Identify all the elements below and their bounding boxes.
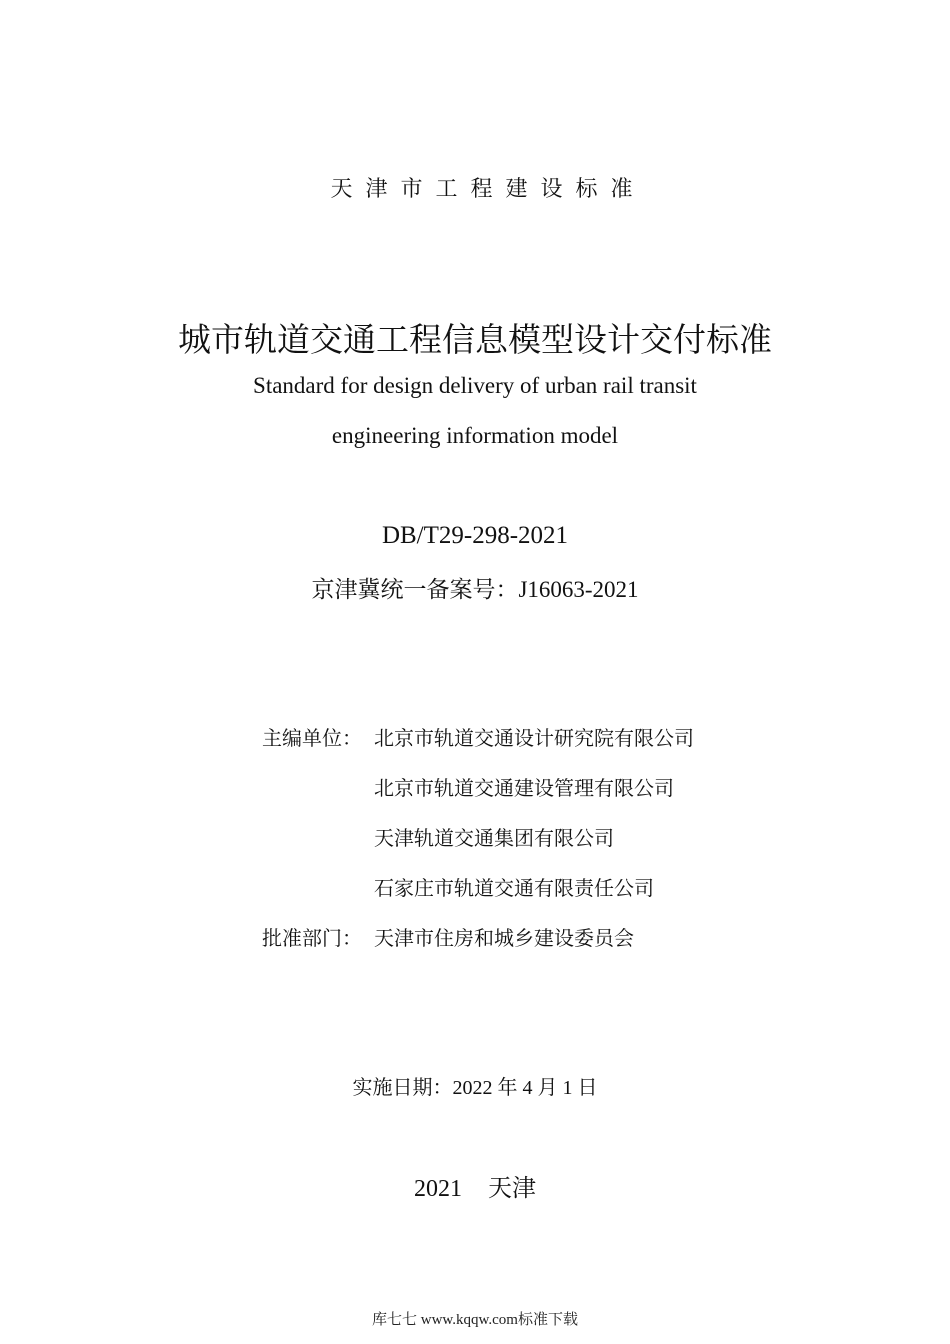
filing-label: 京津冀统一备案号： (311, 577, 519, 603)
editor-org-4: 石家庄市轨道交通有限责任公司 (374, 878, 654, 900)
series-title: 天津市工程建设标准 (330, 177, 646, 202)
publication-city: 天津 (488, 1174, 536, 1202)
implementation-date: 实施日期：2022 年 4 月 1 日 (352, 1077, 598, 1099)
editor-label: 主编单位： (262, 728, 362, 750)
document-title-cn: 城市轨道交通工程信息模型设计交付标准 (178, 320, 772, 359)
document-title-en-line-2: engineering information model (331, 423, 619, 448)
approver-label: 批准部门： (262, 928, 362, 950)
standard-code: DB/T29-298-2021 (381, 522, 569, 549)
filing-number-line (0, 571, 950, 604)
filing-number: J16063-2021 (518, 577, 639, 602)
publication-line (0, 1168, 950, 1203)
editor-org-2: 北京市轨道交通建设管理有限公司 (374, 778, 674, 800)
publication-year: 2021 (414, 1176, 462, 1202)
footer-watermark: 库七七 www.kqqw.com标准下载 (372, 1312, 578, 1328)
editor-org-1: 北京市轨道交通设计研究院有限公司 (374, 728, 694, 750)
approver-org: 天津市住房和城乡建设委员会 (374, 928, 634, 950)
editor-org-3: 天津轨道交通集团有限公司 (374, 828, 614, 850)
document-title-en-line-1: Standard for design delivery of urban rail transit (253, 373, 697, 398)
